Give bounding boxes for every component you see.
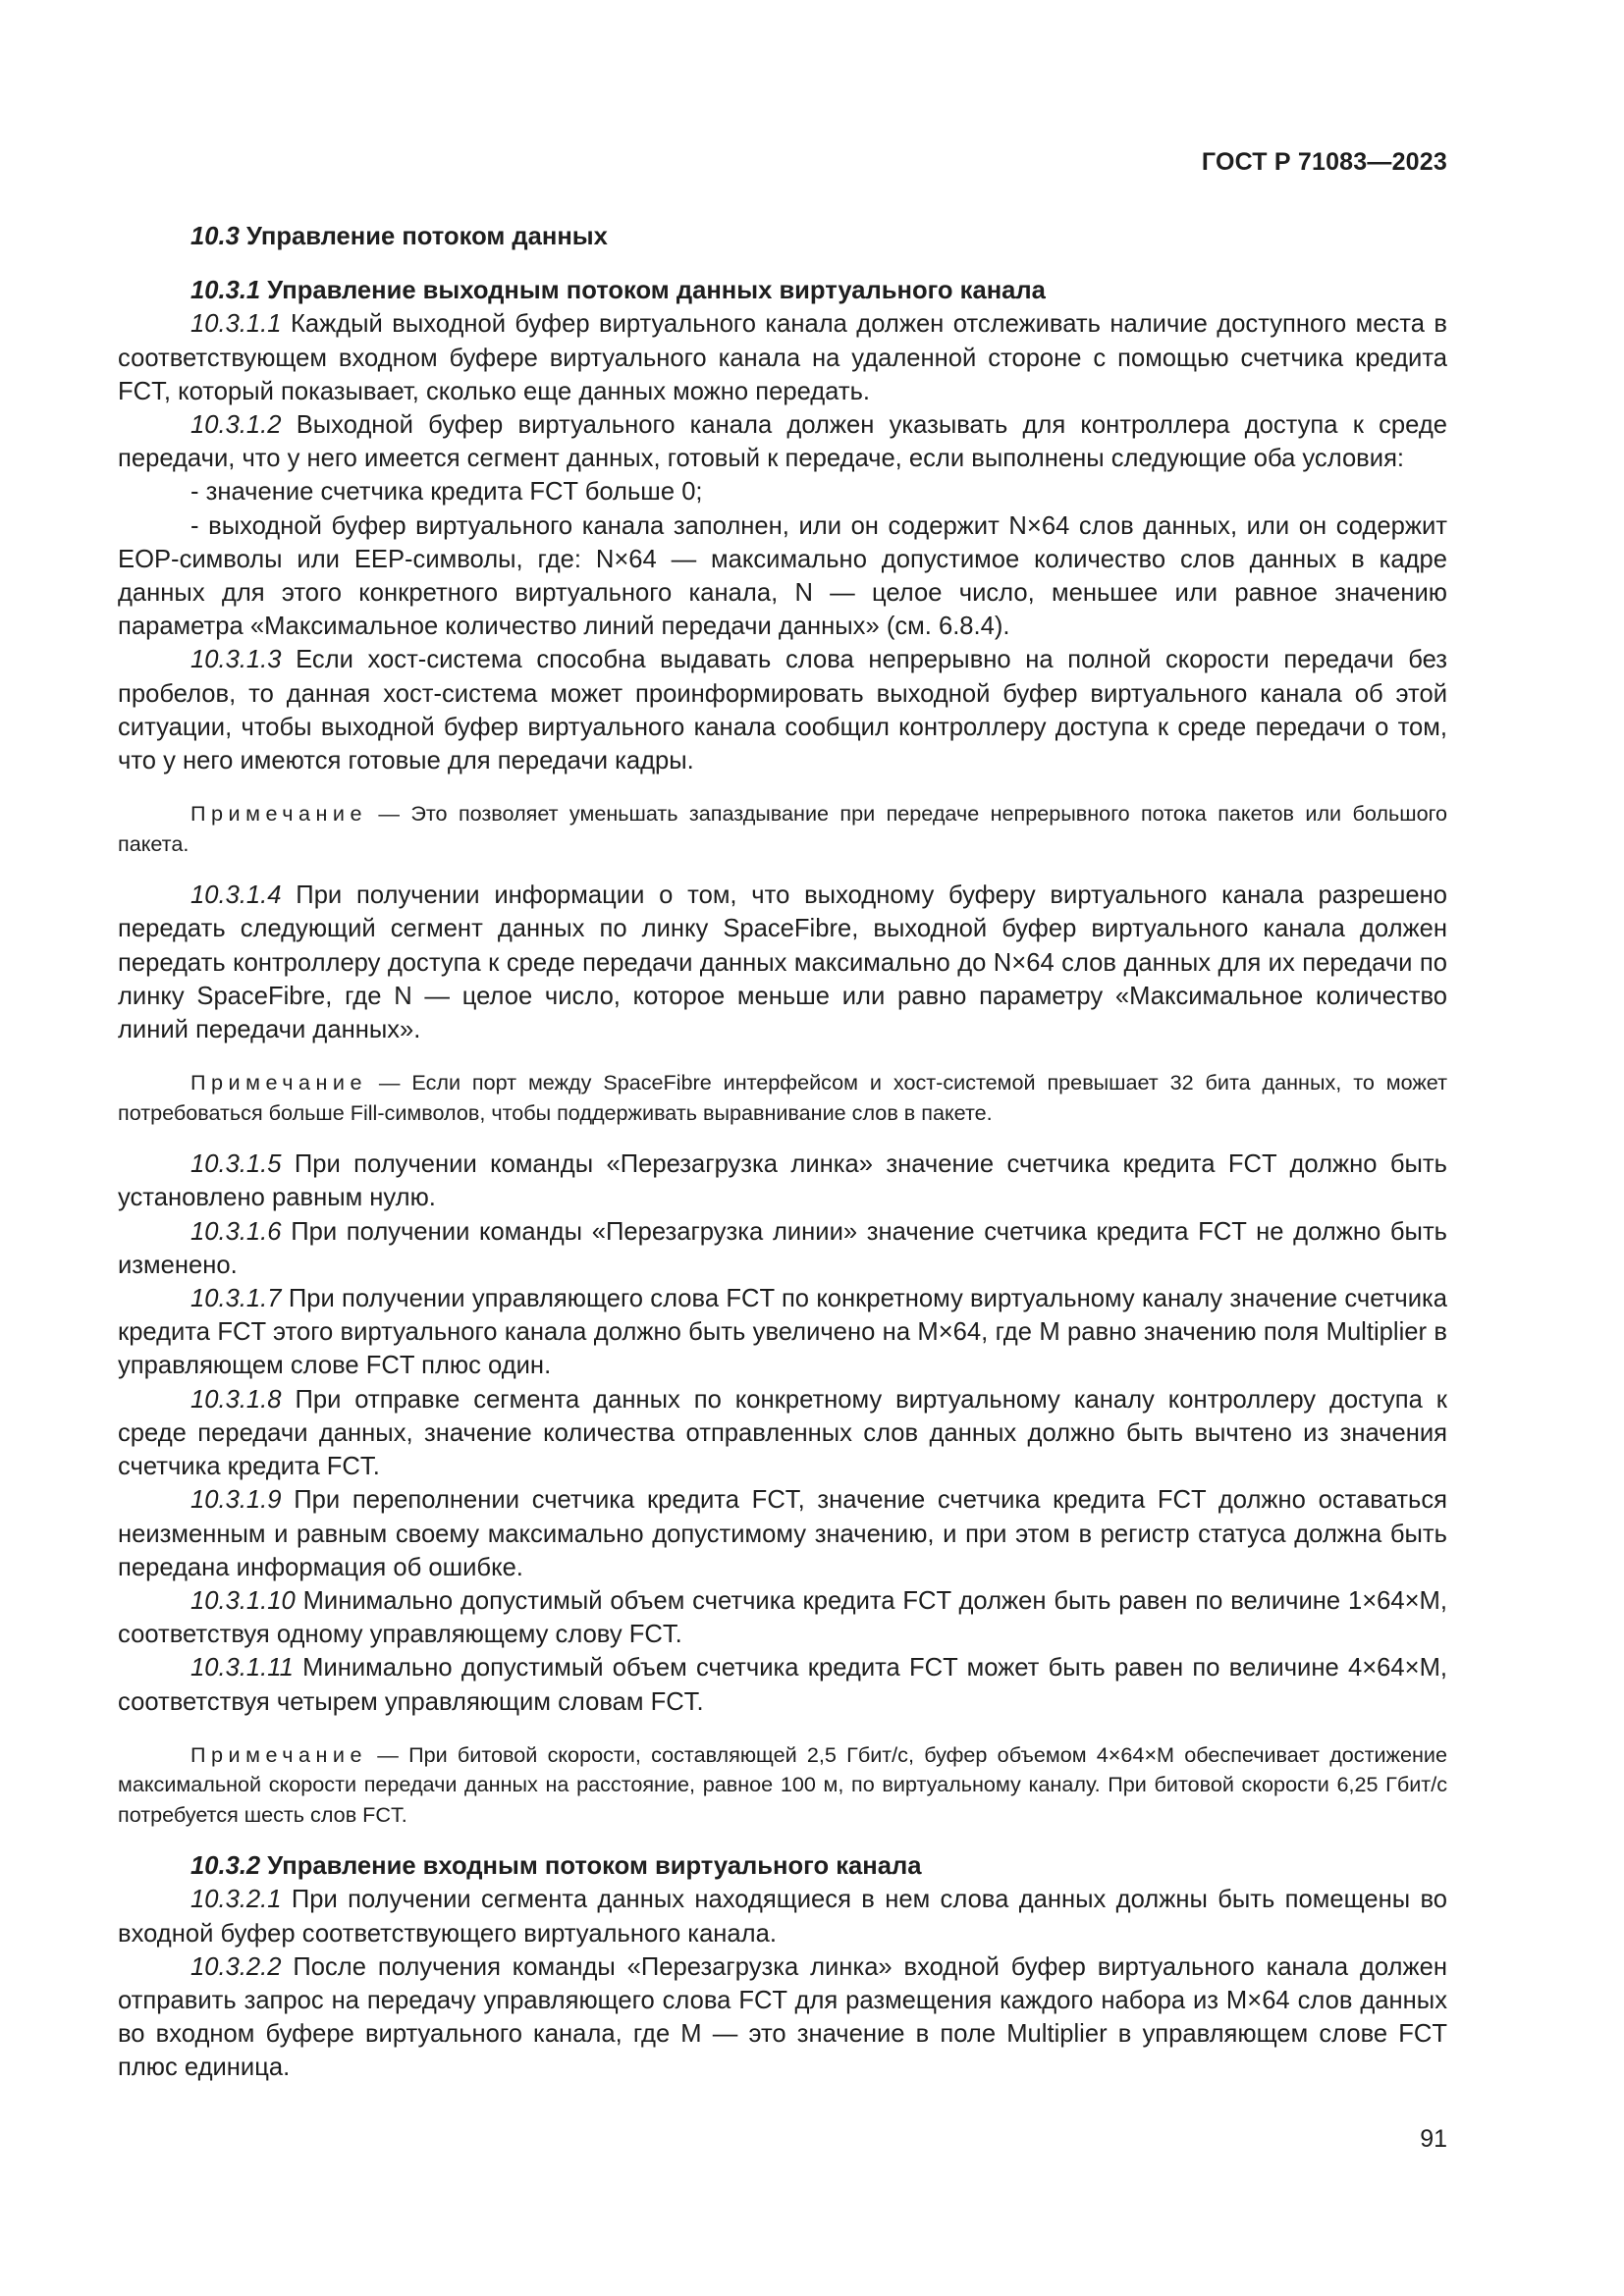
paragraph-10-3-1-7: 10.3.1.7 При получении управляющего слова FCT по конкретному виртуальному каналу значение счетчика кредита FCT этого виртуального канала должно быть увеличено на M×64, где M равно значению поля Multiplier в управляющем слове FCT плюс один. <box>118 1285 1447 1380</box>
paragraph-10-3-1-2: 10.3.1.2 Выходной буфер виртуального канала должен указывать для контроллера доступа к среде передачи, что у него имеется сегмент данных, готовый к передаче, если выполнены следующие оба условия: <box>118 411 1447 473</box>
note-2: Примечание — Если порт между SpaceFibre интерфейсом и хост-системой превышает 32 бита данных, то может потребоваться больше Fill-символов, чтобы поддерживать выравнивание слов в пакете. <box>118 1070 1447 1125</box>
note-1: Примечание — Это позволяет уменьшать запаздывание при передаче непрерывного потока пакетов или большого пакета. <box>118 801 1447 856</box>
section-heading-10-3-2: 10.3.2 Управление входным потоком виртуального канала <box>190 1852 922 1881</box>
document-body <box>118 220 1447 2085</box>
document-header: ГОСТ Р 71083—2023 <box>1201 148 1447 176</box>
note-3: Примечание — При битовой скорости, составляющей 2,5 Гбит/с, буфер объемом 4×64×M обеспечивает достижение максимальной скорости передачи данных на расстояние, равное 100 м, по виртуальному каналу. При битовой скорости 6,25 Гбит/с потребуется шесть слов FCT. <box>118 1741 1447 1827</box>
list-item: - выходной буфер виртуального канала заполнен, или он содержит N×64 слов данных, или он содержит EOP-символы или EEP-символы, где: N×64 — максимально допустимое количество слов данных в кадре данных для этого конкретного виртуального канала, N — целое число, меньшее или равное значению параметра «Максимальное количество линий передачи данных» (см. 6.8.4). <box>118 511 1447 641</box>
paragraph-10-3-1-9: 10.3.1.9 При переполнении счетчика кредита FCT, значение счетчика кредита FCT должно оставаться неизменным и равным своему максимально допустимому значению, и при этом в регистр статуса должна быть передана информация об ошибке. <box>118 1486 1447 1581</box>
paragraph-10-3-1-10: 10.3.1.10 Минимально допустимый объем счетчика кредита FCT должен быть равен по величине 1×64×M, соответствуя одному управляющему слову FCT. <box>118 1586 1447 1649</box>
section-heading-10-3: 10.3 Управление потоком данных <box>190 223 608 250</box>
paragraph-10-3-1-5: 10.3.1.5 При получении команды «Перезагрузка линка» значение счетчика кредита FCT должно быть установлено равным нулю. <box>118 1150 1447 1212</box>
paragraph-10-3-1-3: 10.3.1.3 Если хост-система способна выдавать слова непрерывно на полной скорости передачи без пробелов, то данная хост-система может проинформировать выходной буфер виртуального канала об этой ситуации, чтобы выходной буфер виртуального канала сообщил контроллеру доступа к среде передачи о том, что у него имеются готовые для передачи кадры. <box>118 646 1447 775</box>
paragraph-10-3-1-1: 10.3.1.1 Каждый выходной буфер виртуального канала должен отслеживать наличие доступного места в соответствующем входном буфере виртуального канала на удаленной стороне с помощью счетчика кредита FCT, который показывает, сколько еще данных можно передать. <box>118 310 1447 405</box>
paragraph-10-3-1-8: 10.3.1.8 При отправке сегмента данных по конкретному виртуальному каналу контроллеру доступа к среде передачи данных, значение количества отправленных слов данных должно быть вычтено из значения счетчика кредита FCT. <box>118 1385 1447 1481</box>
paragraph-10-3-1-6: 10.3.1.6 При получении команды «Перезагрузка линии» значение счетчика кредита FCT не должно быть изменено. <box>118 1217 1447 1279</box>
paragraph-10-3-1-4: 10.3.1.4 При получении информации о том, что выходному буферу виртуального канала разрешено передать следующий сегмент данных по линку SpaceFibre, выходной буфер виртуального канала должен передать контроллеру доступа к среде передачи данных максимально до N×64 слов данных для их передачи по линку SpaceFibre, где N — целое число, которое меньше или равно параметру «Максимальное количество линий передачи данных». <box>118 881 1447 1044</box>
page-number: 91 <box>1420 2125 1447 2153</box>
paragraph-10-3-1-11: 10.3.1.11 Минимально допустимый объем счетчика кредита FCT может быть равен по величине 4×64×M, соответствуя четырем управляющим словам FCT. <box>118 1654 1447 1716</box>
list-item: - значение счетчика кредита FCT больше 0; <box>190 478 703 507</box>
paragraph-10-3-2-1: 10.3.2.1 При получении сегмента данных находящиеся в нем слова данных должны быть помещены во входной буфер соответствующего виртуального канала. <box>118 1886 1447 1948</box>
section-heading-10-3-1: 10.3.1 Управление выходным потоком данных виртуального канала <box>190 277 1046 305</box>
paragraph-10-3-2-2: 10.3.2.2 После получения команды «Перезагрузка линка» входной буфер виртуального канала должен отправить запрос на передачу управляющего слова FCT для размещения каждого набора из M×64 слов данных во входном буфере виртуального канала, где M — это значение в поле Multiplier в управляющем слове FCT плюс единица. <box>118 1952 1447 2082</box>
